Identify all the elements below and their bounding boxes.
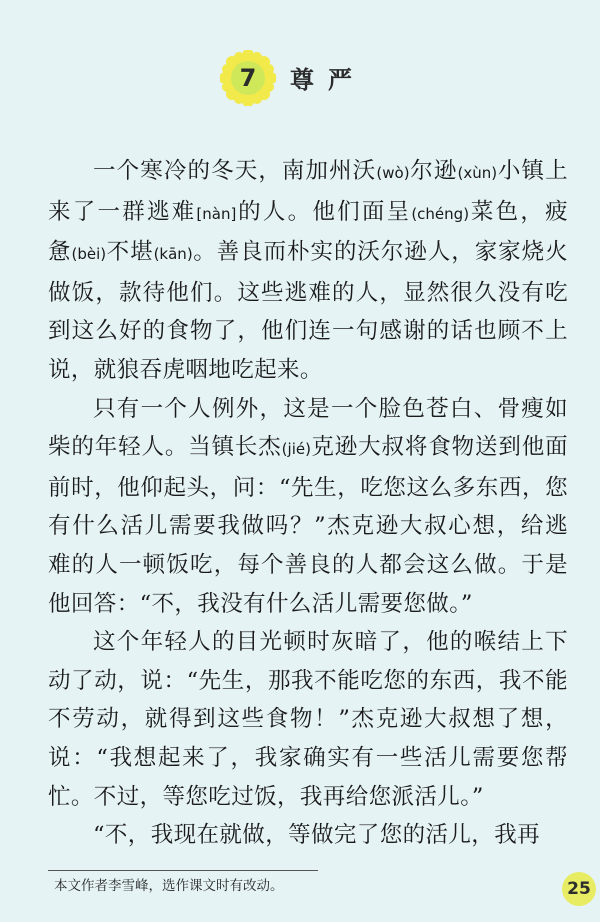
text-segment: 一个寒冷的冬天，南加州沃 [93, 158, 377, 184]
text-segment: 有什么活儿需要我做吗？”杰克逊大叔心想，给逃 [48, 513, 568, 540]
paragraph [48, 623, 568, 816]
text-line [48, 739, 568, 778]
text-segment: 这个年轻人的目光顿时灰暗了，他的喉结上下 [93, 629, 568, 656]
text-segment: 只有一个人例外，这是一个脸色苍白、骨瘦如 [93, 395, 568, 422]
text-segment: 前时，他仰起头，问：“先生，吃您这么多东西，您 [48, 474, 568, 501]
text-line [48, 152, 568, 193]
pinyin-annotation: (bèi) [71, 245, 107, 264]
text-segment: “不，我现在就做，等做完了您的活儿，我再 [93, 822, 541, 849]
lesson-body [48, 152, 568, 855]
pinyin-annotation: (wò) [376, 164, 410, 182]
text-segment: 难的人一顿饭吃，每个善良的人都会这么做。于是 [48, 551, 568, 578]
text-line [48, 193, 568, 234]
text-line [48, 274, 568, 313]
text-line [48, 390, 568, 429]
text-line [48, 816, 568, 855]
pinyin-annotation: (xùn) [457, 164, 498, 182]
pinyin-annotation: (chéng) [411, 204, 470, 223]
lesson-header [0, 50, 600, 110]
text-line [48, 700, 568, 739]
text-segment: 不劳动，就得到这些食物！”杰克逊大叔想了想， [48, 706, 568, 733]
text-segment: 来了一群逃难 [48, 198, 197, 225]
text-line [48, 507, 568, 546]
text-segment: 他回答：“不，我没有什么活儿需要您做。” [48, 590, 473, 617]
footnote: 本文作者李雪峰，选作课文时有改动。 [54, 878, 284, 894]
lesson-number-badge [220, 50, 276, 106]
text-segment: 尔逊 [409, 158, 458, 184]
text-line [48, 233, 568, 274]
text-line [48, 428, 568, 469]
text-line [48, 623, 568, 662]
page-number-badge [562, 872, 596, 906]
text-segment: 惫 [48, 239, 72, 266]
lesson-title: 尊严 [290, 65, 366, 94]
text-segment: 做饭，款待他们。这些逃难的人，显然很久没有吃 [48, 279, 568, 306]
footnote-divider [48, 870, 318, 871]
text-segment: 的人。他们面呈 [236, 198, 412, 225]
text-segment: 到这么好的食物了，他们连一句感谢的话也顾不上 [48, 318, 568, 345]
paragraph [48, 816, 568, 855]
paragraph [48, 390, 568, 624]
text-line [48, 585, 568, 624]
text-segment: 动了动，说：“先生，那我不能吃您的东西，我不能 [48, 667, 568, 694]
pinyin-annotation: [nàn] [196, 204, 237, 223]
text-line [48, 469, 568, 508]
paragraph [48, 152, 568, 390]
text-line [48, 351, 568, 390]
text-segment: 。善良而朴实的沃尔逊人，家家烧火 [192, 239, 568, 266]
text-line [48, 778, 568, 817]
text-segment: 克逊大叔将食物送到他面 [310, 434, 568, 461]
text-segment: 菜色，疲 [469, 198, 568, 225]
text-segment: 说，就狼吞虎咽地吃起来。 [48, 356, 323, 383]
text-segment: 柴的年轻人。当镇长杰 [48, 434, 282, 461]
text-segment: 不堪 [106, 239, 154, 266]
text-line [48, 546, 568, 585]
text-line [48, 312, 568, 351]
lesson-number: 7 [239, 64, 257, 92]
pinyin-annotation: (jié) [281, 440, 311, 459]
text-segment: 忙。不过，等您吃过饭，我再给您派活儿。” [48, 783, 484, 810]
text-segment: 小镇上 [497, 158, 568, 184]
text-line [48, 662, 568, 701]
page-number: 25 [567, 879, 591, 899]
text-segment: 说：“我想起来了，我家确实有一些活儿需要您帮 [48, 744, 568, 771]
pinyin-annotation: (kān) [153, 245, 193, 264]
